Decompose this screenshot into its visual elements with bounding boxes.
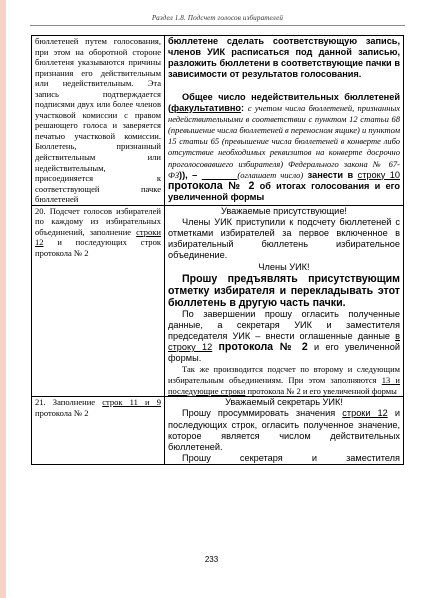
row2-p4-rows: 13 и последующие строки: [168, 375, 400, 396]
row1-p2-a: Общее число недействительных бюллетеней (: [168, 91, 400, 113]
row2-p3-a: По завершении прошу огласить полученные данные, а секретаря УИК и заместителя председателя УИК – внести оглашенные данные: [168, 308, 400, 341]
row1-left-cell: [32, 36, 165, 206]
row1-p2-protocol: протокола № 2: [168, 179, 255, 192]
row1-p2-row: строку 10: [357, 169, 401, 180]
running-header: Раздел 1.8. Подсчет голосов избирателей: [151, 14, 284, 22]
row2-p3: [168, 309, 400, 365]
row2-p4: [168, 364, 400, 396]
row2-p4-a: Так же производится подсчет по второму и следующим избирательным объединениям. При этом заполняются: [168, 364, 400, 386]
row3-p1-rows: строки 12: [342, 408, 388, 419]
table-row: [32, 397, 404, 465]
row1-p2-d: занести в: [303, 169, 358, 180]
row1-p2-facultative: факультативно: [171, 102, 242, 113]
row3-p1-a: Прошу просуммировать значения: [182, 408, 343, 419]
table-row: [32, 36, 404, 206]
row1-p2-f: об итогах голосования и его увеличенной формы: [168, 180, 400, 203]
row2-left-cell: [32, 205, 165, 397]
procedure-table: [31, 35, 404, 465]
row1-left-text: бюллетеней путем голосования, при этом на оборотной стороне бюллетеня указываются причины признания его действительным или недействительным. Эта запись подтверждается подписями двух или более членов участковой комиссии с правом решающего голоса и заверяется печатью участковой комиссии. Бюллетень, признанный действительным или недействительным, присоединяется к соответствующей пачке бюллетеней: [35, 36, 161, 205]
row2-left-rows: строки 12: [35, 226, 161, 248]
header-rule: [30, 25, 405, 26]
row1-p2-italic: с учетом числа бюллетеней, признанных недействительными в соответствии с пунктом 12 статьи 68 (превышение числа бюллетеней в переносном ящике) и пунктом 15 статьи 65 (превышение числа бюллетеней в конверте либо отсутствие необходимых реквизитов на конверте досрочно проголосовавшего избирателя) Федерального закона № 67-ФЗ: [168, 102, 400, 180]
row3-left-rows: строк 11 и 9: [102, 397, 161, 408]
row2-p2: Прошу предъявлять присутствующим отметку избирателя и перекладывать этот бюллетень в другую часть пачки.: [168, 272, 400, 309]
row3-p1-b: и последующих строк, огласить полученное значение, которое является числом действительных бюллетеней.: [168, 408, 400, 452]
row3-left-cell: [32, 397, 165, 465]
row2-p4-b: протокола № 2 и его увеличенной формы: [245, 385, 397, 396]
row2-p1: Члены УИК приступили к подсчету бюллетеней с отметками избирателей за первое включенное в избирательный бюллетень избирательное объединение.: [168, 216, 400, 261]
page-number: 233: [204, 555, 219, 564]
row2-p3-c: и его увеличенной формы.: [168, 342, 400, 364]
row3-greeting: Уважаемый секретарь УИК!: [225, 397, 343, 408]
row2-left-a: 20. Подсчет голосов избирателей по каждому из избирательных объединений, заполнение: [35, 205, 161, 237]
table-row: [32, 205, 404, 397]
row1-p2-blank: [202, 170, 238, 180]
row3-left-a: 21. Заполнение: [35, 397, 103, 408]
row3-left-b: протокола № 2: [35, 407, 89, 418]
row3-p2: Прошу секретаря и заместителя: [182, 453, 400, 464]
row2-greeting: Уважаемые присутствующие!: [221, 205, 347, 216]
row2-p3-protocol: протокола № 2: [218, 341, 308, 354]
row1-p2-announce: (оглашает число): [237, 169, 304, 180]
row1-p2-colon: :: [241, 102, 248, 113]
row2-address: Члены УИК!: [258, 261, 310, 272]
row2-p3-row: в строку 12: [168, 331, 400, 353]
row1-p2-c: )), –: [179, 169, 202, 180]
row3-p1: [168, 408, 400, 453]
row1-right-p2: [168, 92, 400, 204]
row2-right-cell: [165, 205, 404, 397]
row2-left-b: и последующих строк протокола № 2: [35, 237, 161, 258]
left-margin-bar: [0, 0, 6, 598]
row1-right-p1: бюллетене сделать соответствующую запись, членов УИК расписаться под данной записью, разложить бюллетени в соответствующие пачки в зависимости от результатов голосования.: [168, 36, 400, 80]
row1-right-cell: [165, 36, 404, 206]
row3-right-cell: [165, 397, 404, 465]
